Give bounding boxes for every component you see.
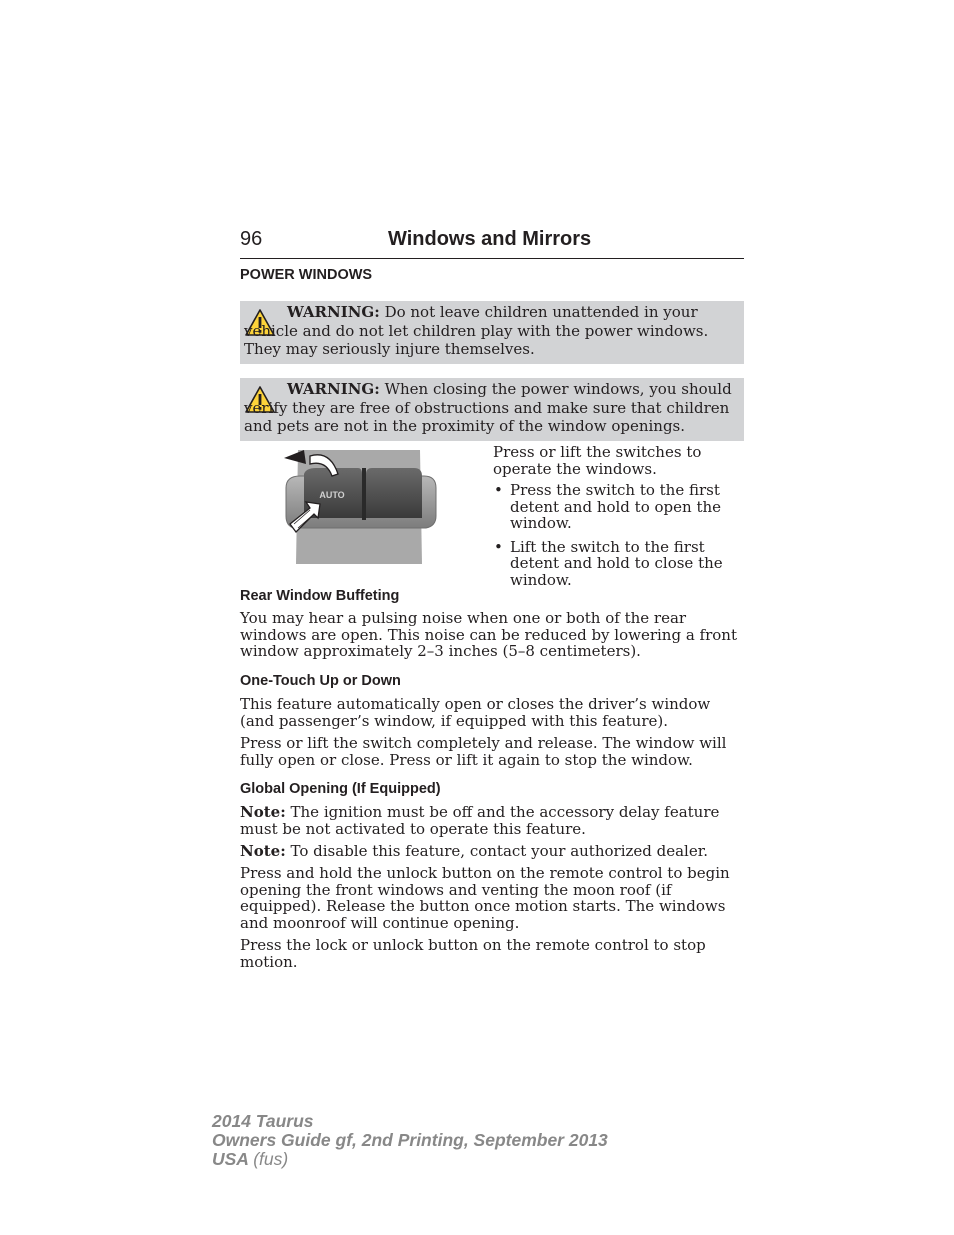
- warning-body: When closing the power windows, you should verify they are free of obstructions and make sure that children and pets are not in the proximity of the window openings.: [244, 380, 732, 435]
- global-opening-text-1: Press and hold the unlock button on the remote control to begin opening the front windows and venting the moon roof (if equipped). Release the button once motion starts. The windows and moonroof will continue opening.: [240, 864, 730, 932]
- page-header: [240, 228, 744, 259]
- global-opening-text-2: Press the lock or unlock button on the remote control to stop motion.: [240, 936, 706, 971]
- note-text: To disable this feature, contact your authorized dealer.: [290, 842, 709, 860]
- global-opening-note-1: [240, 804, 744, 837]
- auto-label: AUTO: [319, 490, 345, 500]
- rear-buffeting-text: You may hear a pulsing noise when one or both of the rear windows are open. This noise can be reduced by lowering a front window approximately 2–3 inches (5–8 centimeters).: [240, 609, 737, 660]
- warning-body: Do not leave children unattended in your vehicle and do not let children play with the power windows. They may seriously injure themselves.: [244, 303, 709, 358]
- warning-label: WARNING:: [287, 380, 380, 398]
- page-number: 96: [240, 228, 263, 250]
- warning-box-children: [240, 301, 744, 364]
- chapter-title: Windows and Mirrors: [388, 228, 592, 250]
- one-touch-heading: One-Touch Up or Down: [240, 673, 401, 689]
- list-item: • Press the switch to the first detent and hold to open the window.: [493, 482, 744, 532]
- footer-guide: Owners Guide gf, 2nd Printing, September 2013: [212, 1130, 608, 1150]
- note-text: The ignition must be off and the accessory delay feature must be not activated to operate this feature.: [240, 803, 720, 838]
- global-opening-heading: Global Opening (If Equipped): [240, 781, 441, 797]
- note-label: Note:: [240, 803, 286, 821]
- intro-text: Press or lift the switches to operate the windows.: [493, 443, 702, 478]
- global-opening-note-2: [240, 843, 744, 860]
- warning-label: WARNING:: [287, 303, 380, 321]
- warning-text: [244, 380, 736, 436]
- warning-text: [244, 303, 736, 359]
- one-touch-text-1: This feature automatically open or closes the driver’s window (and passenger’s window, if equipped with this feature).: [240, 695, 711, 730]
- note-label: Note:: [240, 842, 286, 860]
- footer-country: USA: [212, 1149, 249, 1169]
- warning-box-obstructions: [240, 378, 744, 441]
- one-touch-text-2: Press or lift the switch completely and release. The window will fully open or close. Press or lift it again to stop the window.: [240, 734, 727, 769]
- window-switch-illustration: [280, 446, 440, 568]
- rear-buffeting-heading: Rear Window Buffeting: [240, 588, 400, 604]
- section-title: POWER WINDOWS: [240, 267, 373, 283]
- footer-model: 2014 Taurus: [212, 1111, 314, 1131]
- list-item: • Lift the switch to the first detent and hold to close the window.: [493, 539, 744, 589]
- page-footer: [212, 1112, 608, 1169]
- footer-region: [212, 1150, 608, 1169]
- switch-instructions: [493, 444, 744, 588]
- footer-code: (fus): [253, 1149, 289, 1169]
